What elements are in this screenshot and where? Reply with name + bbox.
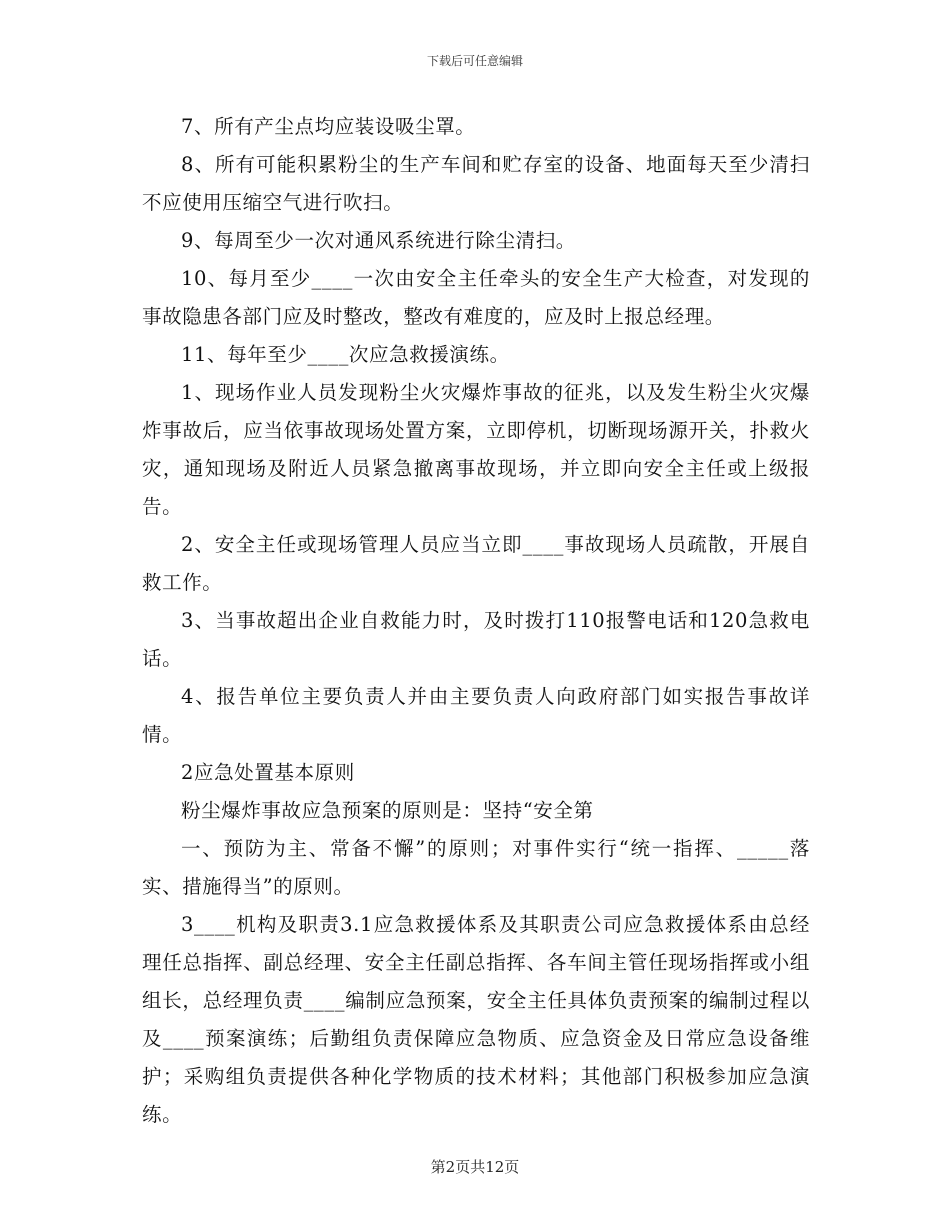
section-heading-principles: 2应急处置基本原则 [181, 761, 355, 784]
page-header: 下载后可任意编辑 [426, 54, 523, 68]
document-body [142, 108, 810, 1134]
paragraph-principle-intro: 粉尘爆炸事故应急预案的原则是：坚持“安全第 [181, 799, 594, 822]
paragraph-item-9: 9、每周至少一次对通风系统进行除尘清扫。 [181, 229, 576, 252]
paragraph-item-7: 7、所有产尘点均应装设吸尘罩。 [181, 115, 476, 138]
paragraph-response-4: 4、报告单位主要负责人并由主要负责人向政府部门如实报告事故详情。 [142, 685, 810, 746]
paragraph-principle-detail: 一、预防为主、常备不懈”的原则；对事件实行“统一指挥、_____落实、措施得当”的原则。 [142, 837, 810, 898]
page-footer: 第2页共12页 [430, 1158, 520, 1176]
paragraph-item-8: 8、所有可能积累粉尘的生产车间和贮存室的设备、地面每天至少清扫不应使用压缩空气进行吹扫。 [142, 153, 810, 214]
paragraph-item-10: 10、每月至少____一次由安全主任牵头的安全生产大检查，对发现的事故隐患各部门应及时整改，整改有难度的，应及时上报总经理。 [142, 267, 810, 328]
paragraph-response-2: 2、安全主任或现场管理人员应当立即____事故现场人员疏散，开展自救工作。 [142, 533, 810, 594]
paragraph-response-1: 1、现场作业人员发现粉尘火灾爆炸事故的征兆，以及发生粉尘火灾爆炸事故后，应当依事故现场处置方案，立即停机，切断现场源开关，扑救火灾，通知现场及附近人员紧急撤离事故现场，并立即向安全主任或上级报告。 [142, 381, 810, 518]
paragraph-response-3: 3、当事故超出企业自救能力时，及时拨打110报警电话和120急救电话。 [142, 609, 810, 670]
paragraph-organization: 3____机构及职责3.1应急救援体系及其职责公司应急救援体系由总经理任总指挥、副总经理、安全主任副总指挥、各车间主管任现场指挥或小组组长，总经理负责____编制应急预案，安全主任具体负责预案的编制过程以及____预案演练；后勤组负责保障应急物质、应急资金及日常应急设备维护；采购组负责提供各种化学物质的技术材料；其他部门积极参加应急演练。 [142, 913, 810, 1126]
paragraph-item-11: 11、每年至少____次应急救援演练。 [181, 343, 510, 366]
